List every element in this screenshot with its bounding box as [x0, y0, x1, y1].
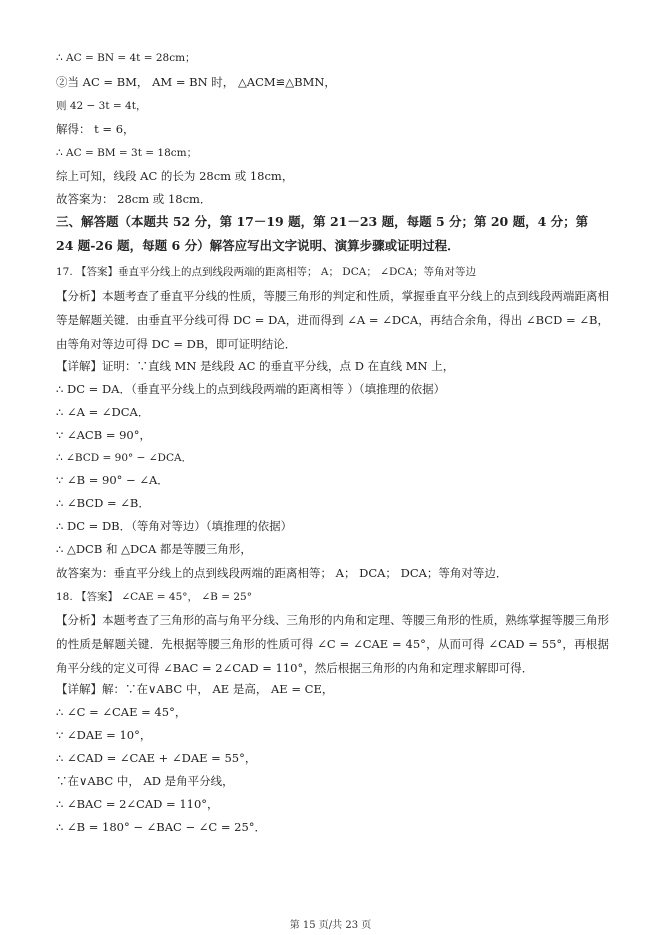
text-line: ∴ ∠BAC = 2∠CAD = 110°， [56, 797, 219, 811]
text-line: ∴ ∠B = 180° − ∠BAC − ∠C = 25°． [56, 820, 267, 834]
text-line: ∵ ∠B = 90° − ∠A． [56, 473, 169, 487]
text-line: ∵在∨ABC 中， AD 是角平分线， [56, 774, 234, 788]
text-line: ∴ ∠BCD = ∠B． [56, 496, 150, 510]
text-line: ∴ DC = DB．（等角对等边）（填推理的依据） [56, 519, 293, 533]
text-line: ∴ ∠BCD = 90° − ∠DCA． [56, 452, 193, 464]
text-line: ∴ ∠A = ∠DCA． [56, 405, 150, 419]
analysis-paragraph: 【分析】本题考查了垂直平分线的性质，等腰三角形的判定和性质，掌握垂直平分线上的点到线段两端距离相等是解题关键．由垂直平分线可得 DC = DA，进而得到 ∠A = ∠DCA，再结合余角，得出 ∠BCD = ∠B，由等角对等边可得 DC = DB，即可证明结论． [56, 289, 609, 351]
text-line: 18. 【答案】 ∠CAE = 45°， ∠B = 25° [56, 591, 252, 603]
text-line: 则 42 − 3t = 4t， [56, 100, 147, 112]
text-line: 17. 【答案】垂直平分线上的点到线段两端的距离相等； A； DCA； ∠DCA；等角对等边 [56, 266, 476, 278]
text-line: ∴ ∠CAD = ∠CAE + ∠DAE = 55°， [56, 751, 257, 765]
text-line: ∵ ∠DAE = 10°， [56, 728, 152, 742]
text-line: ∵ ∠ACB = 90°， [56, 428, 151, 442]
text-line: ②当 AC = BM， AM = BN 时， △ACM≌△BMN， [56, 75, 336, 89]
text-line: ∴ AC = BM = 3t = 18cm； [56, 147, 198, 159]
text-line: 综上可知，线段 AC 的长为 28cm 或 18cm， [56, 169, 294, 183]
text-line: 故答案为：垂直平分线上的点到线段两端的距离相等； A； DCA； DCA；等角对等边． [56, 566, 508, 580]
text-line: ∴ DC = DA．（垂直平分线上的点到线段两端的距离相等 ）（填推理的依据） [56, 382, 446, 396]
section-heading: 三、解答题（本题共 52 分，第 17－19 题，第 21－23 题，每题 5 分；第 20 题，4 分；第 24 题-26 题，每题 6 分）解答应写出文字说明、演算步骤或证明过程． [56, 214, 589, 253]
page-number: 第 15 页/共 23 页 [289, 920, 372, 931]
text-line: 【详解】解：∵在∨ABC 中， AE 是高， AE = CE， [56, 682, 334, 696]
text-line: 故答案为： 28cm 或 18cm． [56, 192, 212, 206]
text-line: ∴ △DCB 和 △DCA 都是等腰三角形， [56, 542, 252, 556]
text-line: ∴ AC = BN = 4t = 28cm； [56, 52, 196, 64]
analysis-paragraph: 【分析】本题考查了三角形的高与角平分线、三角形的内角和定理、等腰三角形的性质，熟练掌握等腰三角形的性质是解题关键．先根据等腰三角形的性质可得 ∠C = ∠CAE = 45°，从而可得 ∠CAD = 55°，再根据角平分线的定义可得 ∠BAC = 2∠CAD = 110°，然后根据三角形的内角和定理求解即可得． [56, 613, 609, 675]
text-line: 【详解】证明：∵直线 MN 是线段 AC 的垂直平分线，点 D 在直线 MN 上， [56, 359, 455, 373]
text-line: 解得： t = 6， [56, 122, 135, 136]
text-line: ∴ ∠C = ∠CAE = 45°， [56, 705, 187, 719]
